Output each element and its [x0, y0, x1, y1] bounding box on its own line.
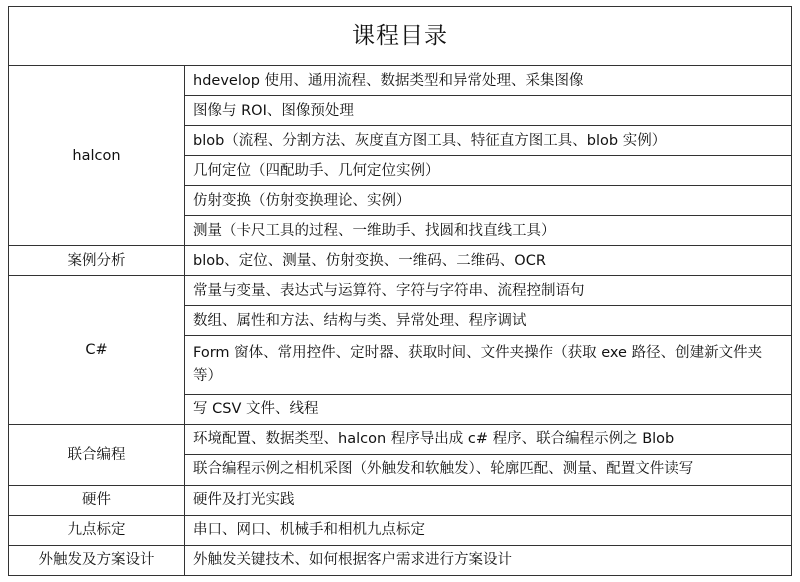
table-row — [9, 515, 792, 545]
catalog-title: 课程目录 — [9, 7, 792, 66]
course-item: 测量（卡尺工具的过程、一维助手、找圆和找直线工具） — [185, 216, 792, 246]
course-item: 常量与变量、表达式与运算符、字符与字符串、流程控制语句 — [185, 276, 792, 306]
course-item: 外触发关键技术、如何根据客户需求进行方案设计 — [185, 545, 792, 575]
course-item: 硬件及打光实践 — [185, 485, 792, 515]
category-cell: 外触发及方案设计 — [9, 545, 185, 575]
course-item: 几何定位（四配助手、几何定位实例） — [185, 156, 792, 186]
course-item: 环境配置、数据类型、halcon 程序导出成 c# 程序、联合编程示例之 Blob — [185, 424, 792, 454]
category-cell: 硬件 — [9, 485, 185, 515]
table-row — [9, 424, 792, 454]
course-item: 仿射变换（仿射变换理论、实例） — [185, 186, 792, 216]
course-item: Form 窗体、常用控件、定时器、获取时间、文件夹操作（获取 exe 路径、创建新文件夹等） — [185, 336, 792, 395]
category-cell: 联合编程 — [9, 424, 185, 485]
table-row — [9, 545, 792, 575]
category-cell: halcon — [9, 66, 185, 246]
category-cell: 九点标定 — [9, 515, 185, 545]
course-item: 数组、属性和方法、结构与类、异常处理、程序调试 — [185, 306, 792, 336]
course-item: hdevelop 使用、通用流程、数据类型和异常处理、采集图像 — [185, 66, 792, 96]
table-row — [9, 485, 792, 515]
course-catalog-table — [8, 6, 792, 576]
category-cell: 案例分析 — [9, 246, 185, 276]
course-item: 图像与 ROI、图像预处理 — [185, 96, 792, 126]
course-item: blob（流程、分割方法、灰度直方图工具、特征直方图工具、blob 实例） — [185, 126, 792, 156]
table-row — [9, 66, 792, 96]
table-row — [9, 276, 792, 306]
title-row — [9, 7, 792, 66]
category-cell: C# — [9, 276, 185, 425]
table-row — [9, 246, 792, 276]
course-item: 写 CSV 文件、线程 — [185, 394, 792, 424]
course-item: blob、定位、测量、仿射变换、一维码、二维码、OCR — [185, 246, 792, 276]
course-item: 联合编程示例之相机采图（外触发和软触发）、轮廓匹配、测量、配置文件读写 — [185, 454, 792, 485]
course-item: 串口、网口、机械手和相机九点标定 — [185, 515, 792, 545]
